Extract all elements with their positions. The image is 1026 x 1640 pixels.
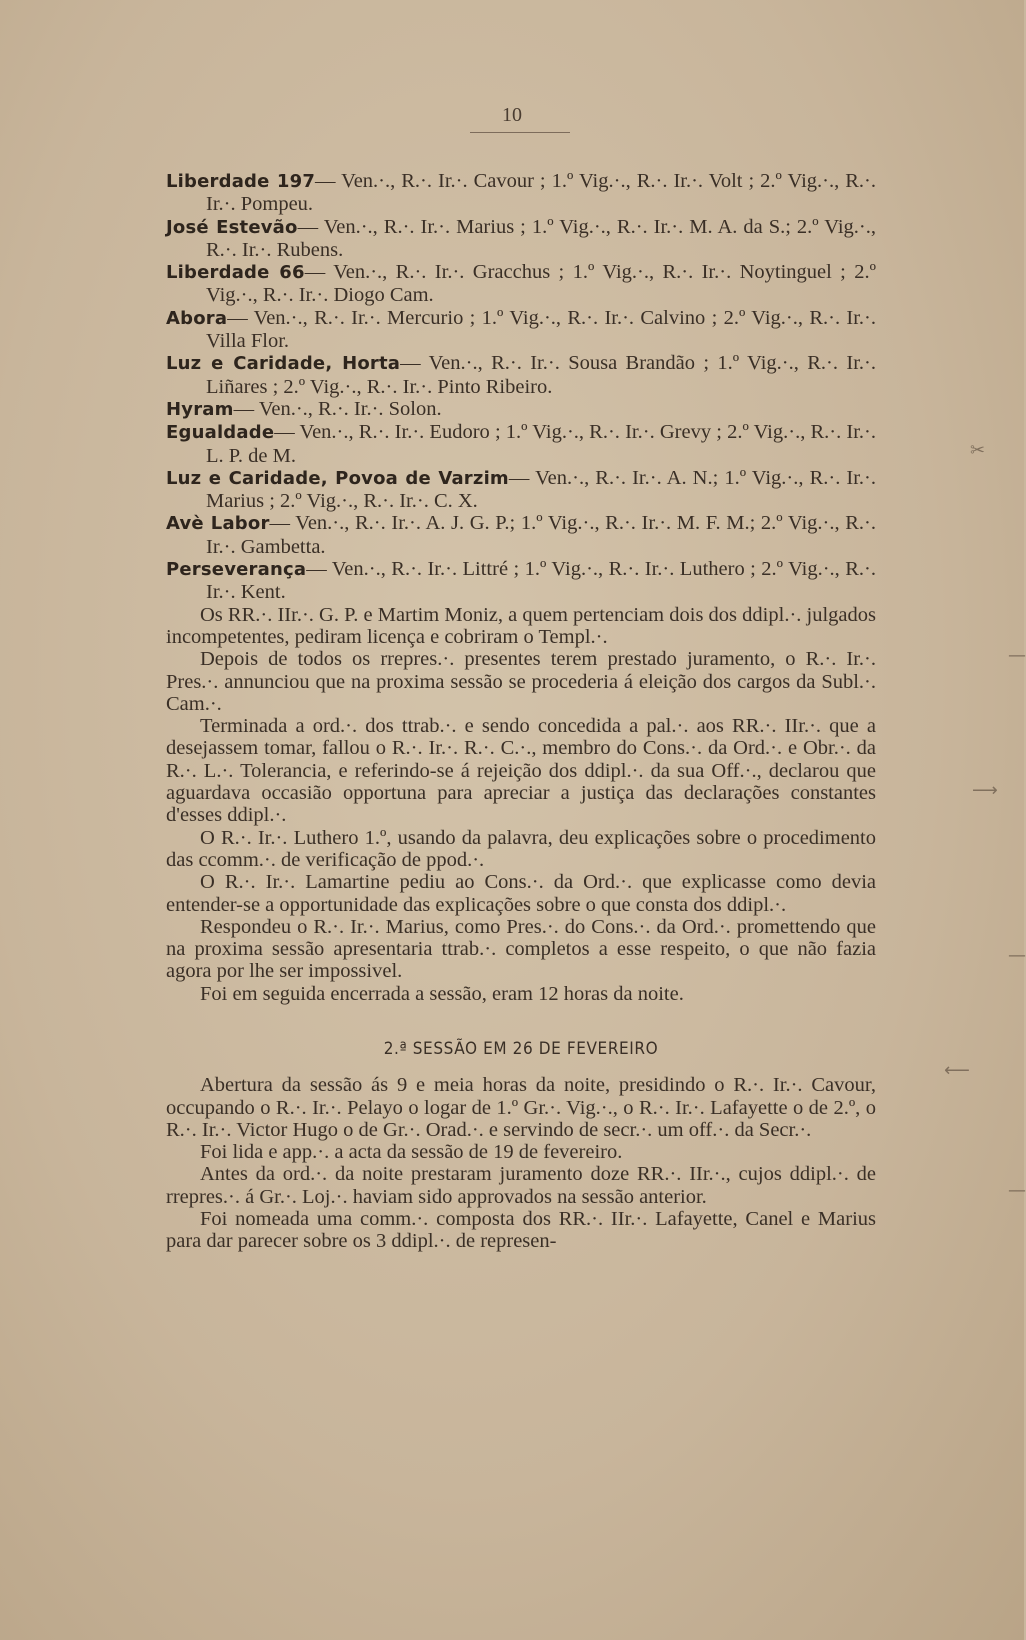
lodge-officers: — Ven.·., R.·. Ir.·. Sousa Brandão ; 1.º Vig.·., R.·. Ir.·. Liñares ; 2.º Vig.·., R.·. Ir.·. Pinto Ribeiro.: [206, 352, 876, 398]
margin-mark-icon: —: [1008, 945, 1026, 966]
lodge-name: Liberdade 197: [166, 171, 316, 192]
session-1-minutes: [166, 604, 876, 1005]
lodge-name: Hyram: [166, 398, 234, 420]
lodge-entry: [166, 170, 876, 216]
lodge-entry: [166, 216, 876, 262]
paragraph: Foi nomeada uma comm.·. composta dos RR.·. IIr.·. Lafayette, Canel e Marius para dar parecer sobre os 3 ddipl.·. de represen-: [166, 1208, 876, 1253]
margin-mark-icon: —: [1008, 645, 1026, 666]
lodge-entry: [166, 307, 876, 353]
lodge-entry: [166, 261, 876, 307]
paragraph: Antes da ord.·. da noite prestaram juramento doze RR.·. IIr.·., cujos ddipl.·. de rrepres.·. á Gr.·. Loj.·. haviam sido approvados na sessão anterior.: [166, 1163, 876, 1208]
lodge-officers: — Ven.·., R.·. Ir.·. Littré ; 1.º Vig.·., R.·. Ir.·. Luthero ; 2.º Vig.·., R.·. Ir.·. Kent.: [206, 558, 876, 604]
lodge-list: [166, 170, 876, 604]
lodge-officers: — Ven.·., R.·. Ir.·. Eudoro ; 1.º Vig.·., R.·. Ir.·. Grevy ; 2.º Vig.·., R.·. Ir.·. L. P. de M.: [206, 421, 876, 467]
lodge-officers: — Ven.·., R.·. Ir.·. Mercurio ; 1.º Vig.·., R.·. Ir.·. Calvino ; 2.º Vig.·., R.·. Ir.·. Villa Flor.: [206, 306, 876, 353]
paragraph: Foi em seguida encerrada a sessão, eram 12 horas da noite.: [200, 982, 684, 1005]
lodge-name: Luz e Caridade, Horta: [166, 353, 401, 375]
paragraph: Foi lida e app.·. a acta da sessão de 19 de fevereiro.: [200, 1141, 623, 1164]
lodge-name: Perseverança: [166, 559, 307, 581]
lodge-name: Avè Labor: [166, 513, 270, 535]
lodge-entry: [166, 352, 876, 398]
section-heading: 2.ª SESSÃO EM 26 DE FEVEREIRO: [383, 1038, 659, 1059]
paragraph: Depois de todos os rrepres.·. presentes terem prestado juramento, o R.·. Ir.·. Pres.·. annunciou que na proxima sessão se procederia á eleição dos cargos da Subl.·. Cam.·.: [166, 648, 876, 715]
paragraph: Abertura da sessão ás 9 e meia horas da noite, presidindo o R.·. Ir.·. Cavour, occupando o R.·. Ir.·. Pelayo o logar de 1.º Gr.·. Vig.·., o R.·. Ir.·. Lafayette o de 2.º, o R.·. Ir.·. Victor Hugo o de Gr.·. Orad.·. e servindo de secr.·. um off.·. da Secr.·.: [166, 1074, 876, 1141]
lodge-entry: [166, 467, 876, 513]
lodge-officers: — Ven.·., R.·. Ir.·. A. N.; 1.º Vig.·., R.·. Ir.·. Marius ; 2.º Vig.·., R.·. Ir.·. C. X.: [206, 466, 877, 513]
lodge-officers: — Ven.·., R.·. Ir.·. Marius ; 1.º Vig.·., R.·. Ir.·. M. A. da S.; 2.º Vig.·., R.·. Ir.·. Rubens.: [206, 215, 876, 261]
paragraph: O R.·. Ir.·. Lamartine pediu ao Cons.·. da Ord.·. que explicasse como devia entender-se a opportunidade das explicações sobre o que consta dos ddipl.·.: [166, 871, 876, 916]
paragraph: Respondeu o R.·. Ir.·. Marius, como Pres.·. do Cons.·. da Ord.·. promettendo que na proxima sessão apresentaria ttrab.·. completos a esse respeito, o que não fazia agora por lhe ser impossivel.: [166, 915, 876, 983]
lodge-name: Egualdade: [166, 422, 275, 444]
lodge-officers: — Ven.·., R.·. Ir.·. Gracchus ; 1.º Vig.·., R.·. Ir.·. Noytinguel ; 2.º Vig.·., R.·. Ir.·. Diogo Cam.: [206, 261, 876, 307]
margin-mark-icon: —: [1008, 1180, 1026, 1201]
lodge-name: Liberdade 66: [166, 262, 305, 284]
lodge-entry: [166, 398, 876, 421]
lodge-entry: [166, 512, 876, 558]
lodge-entry: [166, 421, 876, 467]
lodge-officers: — Ven.·., R.·. Ir.·. Solon.: [233, 397, 442, 420]
lodge-name: Abora: [166, 307, 228, 329]
paragraph: Terminada a ord.·. dos ttrab.·. e sendo concedida a pal.·. aos RR.·. IIr.·. que a desejassem tomar, fallou o R.·. Ir.·. R.·. C.·., membro do Cons.·. da Ord.·. e Obr.·. da R.·. L.·. Tolerancia, e referindo-se á rejeição dos ddipl.·. da sua Off.·., declarou que aguardava occasião opportuna para apreciar a justiça das declarações constantes d'esses ddipl.·.: [166, 715, 876, 827]
paragraph: Os RR.·. IIr.·. G. P. e Martim Moniz, a quem pertenciam dois dos ddipl.·. julgados incompetentes, pediram licença e cobriram o Templ.·.: [166, 603, 876, 648]
page-number: 10: [502, 104, 522, 126]
lodge-name: Luz e Caridade, Povoa de Varzim: [166, 467, 509, 489]
lodge-entry: [166, 558, 876, 604]
session-2-minutes: [166, 1074, 876, 1252]
text-column: [166, 170, 876, 1253]
lodge-officers: — Ven.·., R.·. Ir.·. A. J. G. P.; 1.º Vig.·., R.·. Ir.·. M. F. M.; 2.º Vig.·., R.·. Ir.·. Gambetta.: [206, 512, 877, 558]
margin-mark-icon: ✂: [970, 440, 986, 461]
lodge-name: José Estevão: [166, 216, 298, 238]
margin-mark-icon: ⟶: [972, 780, 998, 801]
margin-mark-icon: ⟵: [944, 1060, 970, 1081]
paragraph: O R.·. Ir.·. Luthero 1.º, usando da palavra, deu explicações sobre o procedimento das ccomm.·. de verificação de ppod.·.: [166, 826, 876, 871]
lodge-officers: — Ven.·., R.·. Ir.·. Cavour ; 1.º Vig.·., R.·. Ir.·. Volt ; 2.º Vig.·., R.·. Ir.·. Pompeu.: [206, 170, 876, 216]
header-rule: [470, 132, 570, 133]
